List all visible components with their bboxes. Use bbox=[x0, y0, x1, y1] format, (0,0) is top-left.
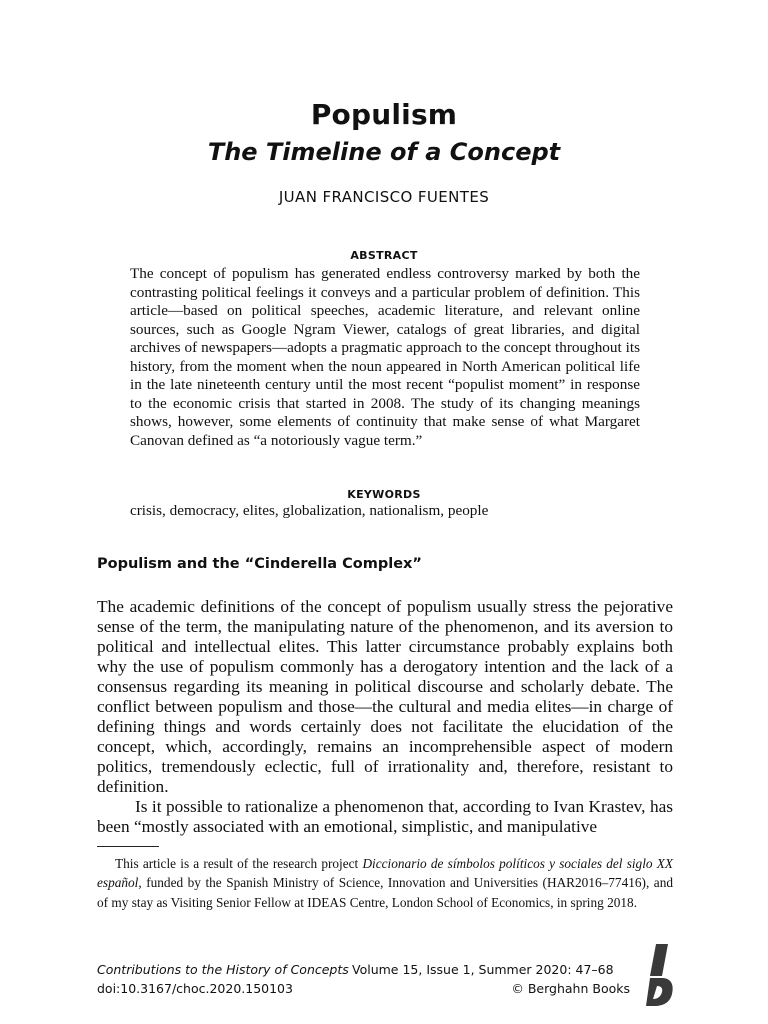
footnote bbox=[97, 854, 673, 912]
keywords-heading: KEYWORDS bbox=[347, 488, 421, 501]
body-text bbox=[97, 597, 673, 837]
footnote-project-title: Diccionario de símbolos políticos y sociales del siglo XX español bbox=[97, 856, 673, 891]
body-paragraph-1: The academic definitions of the concept of populism usually stress the pejorative sense of the term, the manipulating nature of the phenomenon, and its aversion to political and intellectual elites. This latter circumstance probably explains both why the use of populism commonly has a derogatory intention and the lack of a consensus regarding its meaning in political discourse and scholarly debate. The conflict between populism and those—the cultural and media elites—in charge of defining things and words certainly does not facilitate the elucidation of the concept, which, accordingly, remains an incomprehensible aspect of modern politics, tremendously eclectic, full of irrationality and, therefore, resistant to definition. bbox=[97, 597, 673, 796]
footnote-text-after: , funded by the Spanish Ministry of Science, Innovation and Universities (HAR2016–77416), and of my stay as Visiting Senior Fellow at IDEAS Centre, London School of Economics, in spring 2018. bbox=[97, 875, 673, 910]
article-author: JUAN FRANCISCO FUENTES bbox=[278, 188, 490, 206]
keywords-text: crisis, democracy, elites, globalization, nationalism, people bbox=[130, 502, 489, 519]
abstract-text: The concept of populism has generated endless controversy marked by both the contrasting political feelings it conveys and a particular problem of definition. This article—based on political speeches, academic literature, and relevant online sources, such as Google Ngram Viewer, catalogs of great libraries, and digital archives of newspapers—adopts a pragmatic approach to the concept throughout its history, from the moment when the noun appeared in North American political life in the late nineteenth century until the most recent “populist moment” in response to the economic crisis that started in 2008. The study of its changing meanings shows, however, some elements of continuity that make sense of what Margaret Canovan defined as “a notoriously vague term.” bbox=[130, 265, 640, 449]
article-subtitle: The Timeline of a Concept bbox=[207, 138, 561, 166]
body-paragraph-2: Is it possible to rationalize a phenomenon that, according to Ivan Krastev, has been “mostly associated with an emotional, simplistic, and manipulative bbox=[97, 797, 673, 836]
footnote-text-before: This article is a result of the research project bbox=[115, 856, 363, 871]
footer-journal: Contributions to the History of Concepts bbox=[97, 962, 349, 977]
abstract-heading: ABSTRACT bbox=[350, 249, 418, 262]
footer-volume: Volume 15, Issue 1, Summer 2020: 47–68 bbox=[352, 962, 614, 977]
section-heading: Populism and the “Cinderella Complex” bbox=[97, 556, 422, 572]
footer-copyright: © Berghahn Books bbox=[511, 981, 630, 996]
footnote-rule bbox=[97, 846, 159, 847]
berghahn-b-logo-icon bbox=[646, 944, 674, 1006]
footer-doi: doi:10.3167/choc.2020.150103 bbox=[97, 981, 293, 996]
article-title: Populism bbox=[310, 98, 458, 131]
